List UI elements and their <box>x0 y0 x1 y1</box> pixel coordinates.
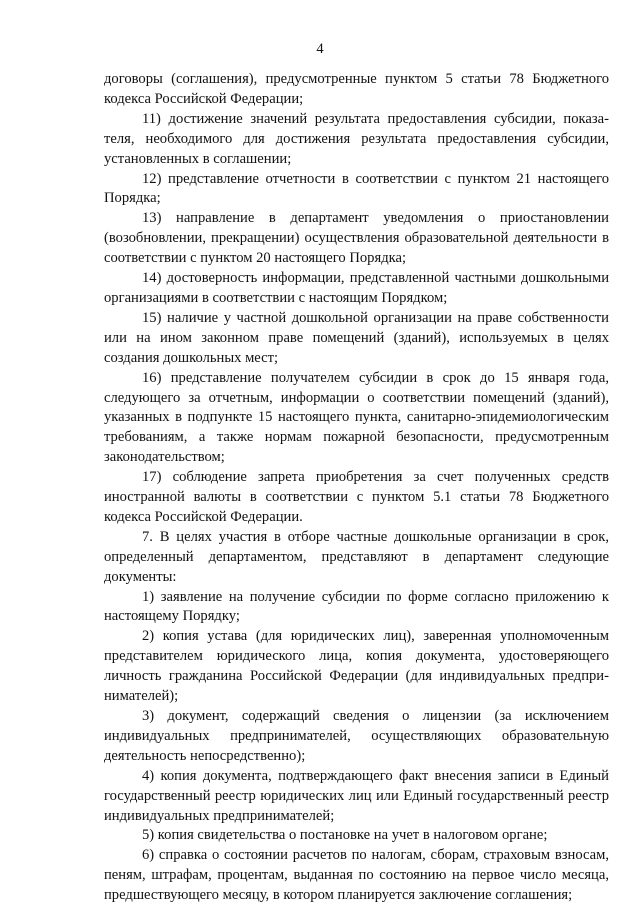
paragraph-item-15: 15) наличие у частной дошкольной организации на праве собственности или на ином законном праве помещений (зданий), используемых в целях создания дошкольных мест; <box>104 309 609 366</box>
paragraph-doc-1: 1) заявление на получение субсидии по форме согласно приложению к настоящему Порядку; <box>104 588 609 625</box>
paragraph-item-11: 11) достижение значений результата предоставления субсидии, показателя, необходимого для достижения результата предоставления субсидии, установленных в соглашении; <box>104 110 609 167</box>
paragraph-item-16: 16) представление получателем субсидии в срок до 15 января года, следующего за отчетным, информации о соответствии помещений (зданий), указанных в подпункте 15 настоящего пункта, санитарно-эпидемиологическим требованиям, а также нормам пожарной безопасности, предусмотренным законодательством; <box>104 369 609 466</box>
paragraph-item-13: 13) направление в департамент уведомления о приостановлении (возобновлении, прекращении) осуществления образовательной деятельности в соответствии с пунктом 20 настоящего Порядка; <box>104 210 609 267</box>
paragraph-item-12: 12) представление отчетности в соответствии с пунктом 21 настоящего Порядка; <box>104 170 609 207</box>
paragraph-doc-4: 4) копия документа, подтверждающего факт внесения записи в Единый государственный реестр юридических лиц или Единый государственный реестр индивидуальных предпринимателей; <box>104 767 609 824</box>
paragraph-doc-2: 2) копия устава (для юридических лиц), заверенная уполномоченным представителем юридического лица, копия документа, удостоверяющего личность гражданина Российской Федерации (для индивидуальных предпринимателей); <box>104 628 609 705</box>
page-number: 4 <box>316 41 324 57</box>
paragraph-continuation: договоры (соглашения), предусмотренные пунктом 5 статьи 78 Бюджетного кодекса Российской Федерации; <box>104 71 609 107</box>
paragraph-doc-3: 3) документ, содержащий сведения о лицензии (за исключением индивидуальных предпринимателей, осуществляющих образовательную деятельность непосредственно); <box>104 708 609 764</box>
paragraph-section-7: 7. В целях участия в отборе частные дошкольные организации в срок, определенный департаментом, представляют в департамент следующие документы: <box>104 528 609 585</box>
paragraph-doc-5: 5) копия свидетельства о постановке на учет в налоговом органе; <box>142 827 548 844</box>
paragraph-item-14: 14) достоверность информации, представленной частными дошкольными организациями в соответствии с настоящим Порядком; <box>104 270 609 306</box>
paragraph-doc-6: 6) справка о состоянии расчетов по налогам, сборам, страховым взносам, пеням, штрафам, процентам, выданная по состоянию на первое число месяца, предшествующего месяцу, в котором планируется заключение соглашения; <box>104 847 609 904</box>
document-body <box>104 70 609 906</box>
paragraph-item-17: 17) соблюдение запрета приобретения за счет полученных средств иностранной валюты в соответствии с пунктом 5.1 статьи 78 Бюджетного кодекса Российской Федерации. <box>104 469 609 525</box>
